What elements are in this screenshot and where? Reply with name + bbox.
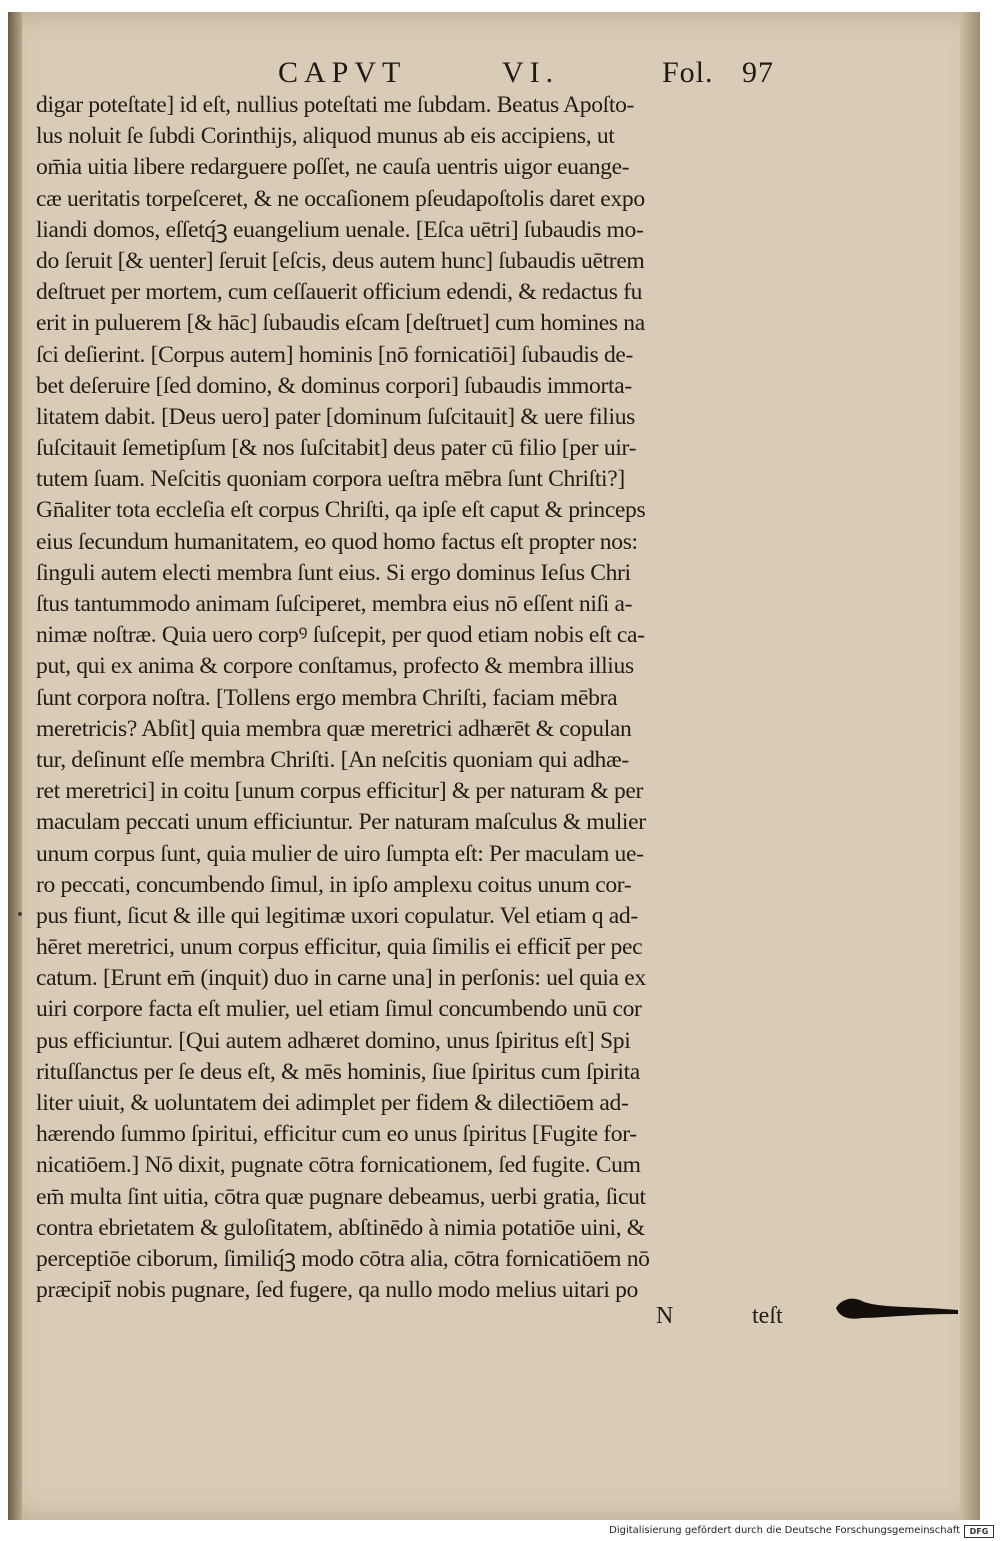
text-line: meretricis? Abſit] quia membra quæ meretrici adhærēt & copulan (36, 715, 632, 742)
margin-dot (18, 912, 22, 916)
text-line: ſuſcitauit ſemetipſum [& nos ſuſcitabit] deus pater cū filio [per uir- (36, 435, 637, 462)
text-line: nicatiōem.] Nō dixit, pugnate cōtra fornicationem, ſed fugite. Cum (36, 1152, 641, 1179)
text-line: hēret meretrici, unum corpus efficitur, quia ſimilis ei efficit̄ per pec (36, 934, 643, 961)
text-line: Gn̄aliter tota eccleſia eſt corpus Chriſti, qa ipſe eſt caput & princeps (36, 497, 646, 524)
text-line: ret meretrici] in coitu [unum corpus efficitur] & per naturam & per (36, 778, 644, 805)
text-line: erit in puluerem [& hāc] ſubaudis eſcam [deſtruet] cum homines na (36, 310, 645, 337)
text-line: pus efficiuntur. [Qui autem adhæret domino, unus ſpiritus eſt] Spi (36, 1027, 631, 1054)
text-line: eius ſecundum humanitatem, eo quod homo factus eſt propter nos: (36, 528, 638, 555)
text-line: catum. [Erunt em̄ (inquit) duo in carne una] in perſonis: uel quia ex (36, 965, 646, 992)
text-line: ſunt corpora noſtra. [Tollens ergo membra Chriſti, faciam mēbra (36, 684, 618, 711)
running-head-chapter: VI. (502, 56, 560, 89)
dfg-logo: DFG (964, 1525, 994, 1538)
running-head-fol: Fol. (662, 56, 714, 89)
text-line: unum corpus ſunt, quia mulier de uiro ſumpta eſt: Per maculam ue- (36, 840, 644, 867)
text-line: em̄ multa ſint uitia, cōtra quæ pugnare debeamus, uerbi gratia, ſicut (36, 1183, 646, 1210)
text-line: pus fiunt, ſicut & ille qui legitimæ uxori copulatur. Vel etiam q ad- (36, 902, 638, 929)
running-head (270, 56, 800, 92)
signature-mark: N (656, 1303, 674, 1329)
footer-bar (0, 1522, 1000, 1541)
text-line: uiri corpore facta eſt mulier, uel etiam ſimul concumbendo unū cor (36, 996, 642, 1023)
text-line: præcipit̄ nobis pugnare, ſed fugere, qa nullo modo melius uitari po (36, 1277, 639, 1304)
body-text (36, 90, 796, 1306)
text-line: nimæ noſtræ. Quia uero corpꝰ ſuſcepit, per quod etiam nobis eſt ca- (36, 622, 645, 649)
catchwords (650, 1303, 800, 1337)
text-line: do ſeruit [& uenter] ſeruit [eſcis, deus autem hunc] ſubaudis uētrem (36, 247, 645, 274)
text-line: liandi domos, eſſetq́ꝫ euangelium uenale. [Eſca uētri] ſubaudis mo- (36, 216, 644, 243)
text-line: cæ ueritatis torpeſceret, & ne occaſionem pſeudapoſtolis daret expo (36, 185, 645, 212)
text-line: digar poteſtate] id eſt, nullius poteſtati me ſubdam. Beatus Apoſto- (36, 92, 635, 118)
page-edge (960, 12, 980, 1520)
text-line: tutem ſuam. Neſcitis quoniam corpora ueſtra mēbra ſunt Chriſti?] (36, 466, 625, 493)
folio-number: 97 (742, 56, 774, 89)
text-line: put, qui ex anima & corpore conſtamus, profecto & membra illius (36, 653, 634, 680)
catchword: teſt (752, 1303, 783, 1329)
text-line: rituſſanctus per ſe deus eſt, & mēs hominis, ſiue ſpiritus cum ſpirita (36, 1058, 640, 1085)
running-head-caput: CAPVT (278, 56, 407, 89)
text-line: perceptiōe ciborum, ſimiliq́ꝫ modo cōtra alia, cōtra fornicatiōem nō (36, 1245, 650, 1272)
ink-blot-marker (832, 1290, 962, 1330)
text-line: lus noluit ſe ſubdi Corinthijs, aliquod munus ab eis accipiens, ut (36, 123, 615, 150)
text-line: deſtruet per mortem, cum ceſſauerit officium edendi, & redactus fu (36, 279, 643, 306)
text-line: om̄ia uitia libere redarguere poſſet, ne cauſa uentris uigor euange- (36, 154, 630, 181)
text-line: bet deſeruire [ſed domino, & dominus corpori] ſubaudis immorta- (36, 372, 632, 399)
text-line: tur, deſinunt eſſe membra Chriſti. [An neſcitis quoniam qui adhæ- (36, 746, 629, 773)
book-gutter (8, 12, 22, 1520)
text-line: ſtus tantummodo animam ſuſciperet, membra eius nō eſſent niſi a- (36, 591, 633, 617)
text-line: maculam peccati unum efficiuntur. Per naturam maſculus & mulier (36, 809, 646, 836)
footer-credit: Digitalisierung gefördert durch die Deutsche Forschungsgemeinschaft (609, 1525, 960, 1536)
text-line: litatem dabit. [Deus uero] pater [dominum ſuſcitauit] & uere filius (36, 403, 635, 430)
text-line: ſci deſierint. [Corpus autem] hominis [nō fornicatiōi] ſubaudis de- (36, 341, 634, 368)
text-line: hærendo ſummo ſpiritui, efficitur cum eo unus ſpiritus [Fugite for- (36, 1121, 637, 1148)
text-line: ſinguli autem electi membra ſunt eius. Si ergo dominus Ieſus Chri (36, 559, 631, 586)
text-line: contra ebrietatem & guloſitatem, abſtinēdo à nimia potatiōe uini, & (36, 1214, 645, 1241)
text-line: ro peccati, concumbendo ſimul, in ipſo amplexu coitus unum cor- (36, 871, 632, 898)
text-line: liter uiuit, & uoluntatem dei adimplet per fidem & dilectiōem ad- (36, 1090, 629, 1116)
